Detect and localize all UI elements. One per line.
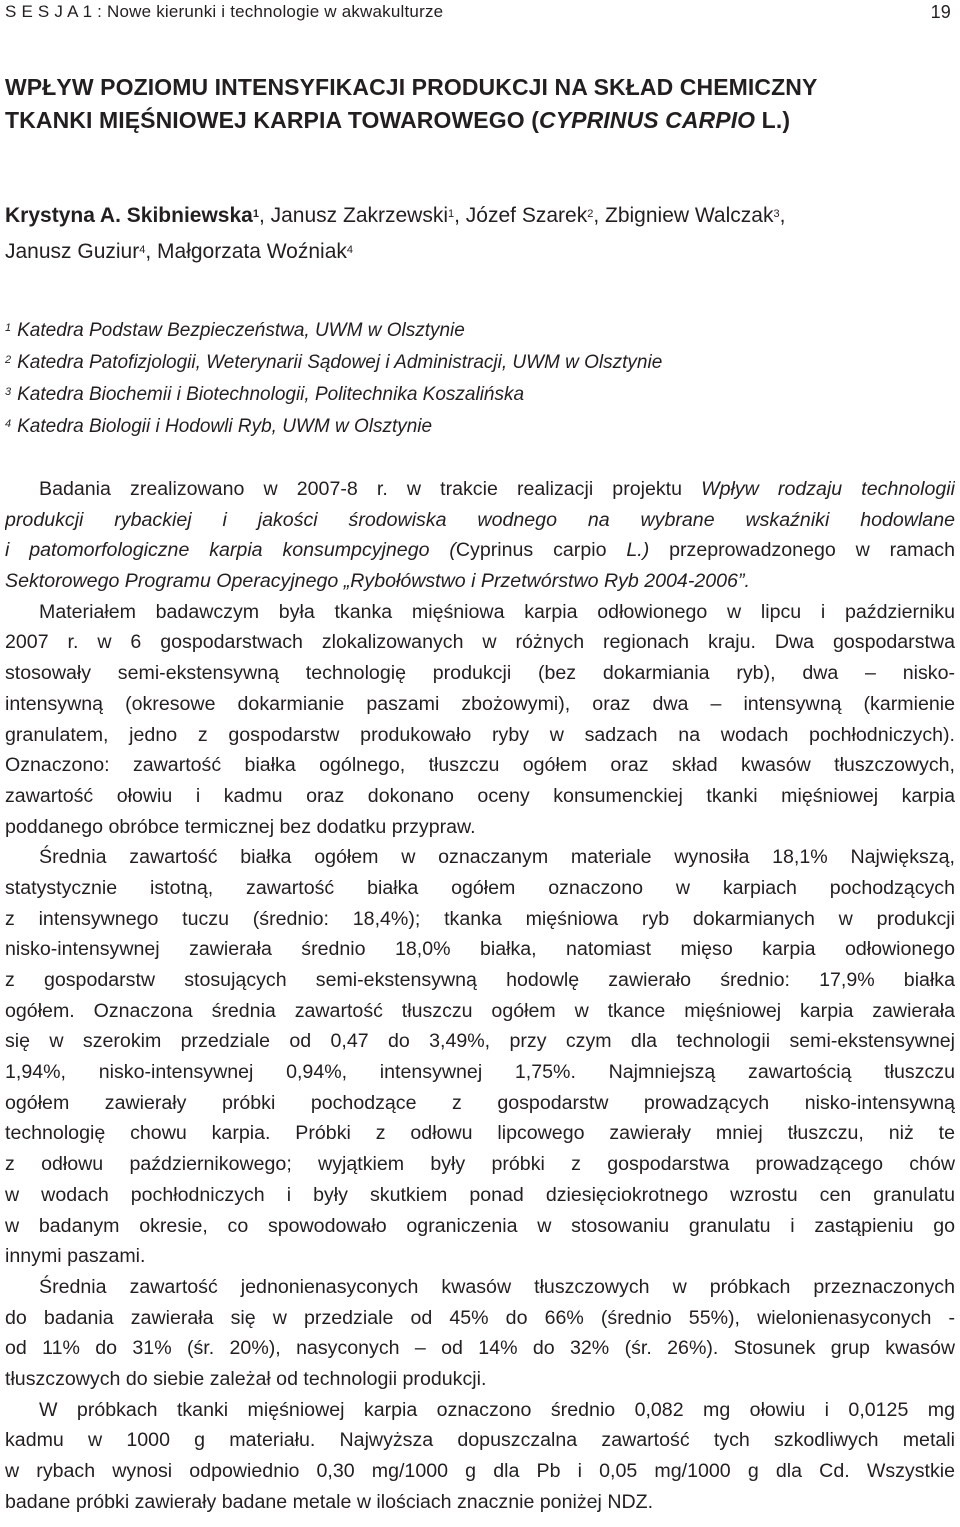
body-line: Średnia zawartość jednonienasyconych kwasów tłuszczowych w próbkach przeznaczonych <box>39 1275 955 1298</box>
body-line: Sektorowego Programu Operacyjnego „Rybołówstwo i Przetwórstwo Ryb 2004-2006”. <box>5 570 750 593</box>
species-name: Cyprinus carpio <box>455 539 607 562</box>
author-2-affil-mark: 1 <box>448 208 455 220</box>
affiliation-list <box>5 315 955 443</box>
body-line: do badania zawierała się w przedziale od 45% do 66% (średnio 55%), wielonienasyconych - <box>5 1306 955 1329</box>
body-line: kadmu w 1000 g materiału. Najwyższa dopuszczalna zawartość tych szkodliwych metali <box>5 1429 955 1452</box>
affiliation-text: Katedra Patofizjologii, Weterynarii Sądowej i Administracji, UWM w Olsztynie <box>17 352 663 373</box>
body-line: z intensywnego tuczu (średnio: 18,4%); tkanka mięśniowa ryb dokarmianych w produkcji <box>5 907 955 930</box>
affiliation-number: 3 <box>5 386 12 398</box>
affiliation-number: 4 <box>5 418 12 430</box>
affiliation-text: Katedra Biologii i Hodowli Ryb, UWM w Olsztynie <box>17 416 433 437</box>
project-title-italic: L. <box>606 539 643 562</box>
session-title: S E S J A 1 : Nowe kierunki i technologie w akwakulturze <box>5 2 444 21</box>
title-line-2-start: TKANKI MIĘŚNIOWEJ KARPIA TOWAROWEGO ( <box>5 107 539 133</box>
body-line: intensywną (okresowe dokarmianie paszami zbożowymi), oraz dwa – intensywną (karmienie <box>5 692 955 715</box>
body-line: badane próbki zawierały badane metale w ilościach znacznie poniżej NDZ. <box>5 1490 654 1513</box>
authors-line-1 <box>5 198 955 234</box>
body-line: w rybach wynosi odpowiednio 0,30 mg/1000 g dla Pb i 0,05 mg/1000 g dla Cd. Wszystkie <box>5 1460 955 1483</box>
body-line: w wodach pochłodniczych i były skutkiem ponad dziesięciokrotnego wzrostu cen granulatu <box>5 1183 955 1206</box>
body-line: z odłowu październikowego; wyjątkiem były próbki z gospodarstwa prowadzącego chów <box>5 1153 955 1176</box>
body-line: Oznaczono: zawartość białka ogólnego, tłuszczu ogółem oraz skład kwasów tłuszczowych, <box>5 754 955 777</box>
affiliation-item <box>5 315 955 347</box>
author-6-affil-mark: 4 <box>346 244 354 256</box>
affiliation-item <box>5 379 955 411</box>
author-4-affil-mark: 3 <box>773 208 780 220</box>
affiliation-item <box>5 347 955 379</box>
body-line: od 11% do 31% (śr. 20%), nasyconych – od 14% do 32% (śr. 26%). Stosunek grup kwasów <box>5 1337 955 1360</box>
author-3: , Józef Szarek <box>454 204 588 227</box>
affiliation-item <box>5 411 955 443</box>
body-line <box>5 535 955 566</box>
author-6: , Małgorzata Woźniak <box>145 240 347 263</box>
page-number: 19 <box>930 2 951 22</box>
title-line-2 <box>5 104 955 137</box>
lead-author-affil-mark: 1 <box>252 208 259 220</box>
body-text: Badania zrealizowano w 2007-8 r. w trakcie realizacji projektu <box>39 478 702 500</box>
species-name: CYPRINUS CARPIO <box>538 107 756 133</box>
body-line: tłuszczowych do siebie zależał od technologii produkcji. <box>5 1367 487 1390</box>
affiliation-number: 1 <box>5 322 12 334</box>
affiliation-number: 2 <box>5 354 12 366</box>
body-line: produkcji rybackiej i jakości środowiska wodnego na wybrane wskaźniki hodowlane <box>5 508 955 531</box>
author-list <box>5 198 955 270</box>
authors-line-2 <box>5 234 955 270</box>
author-5-affil-mark: 4 <box>139 244 146 256</box>
abstract-body <box>5 474 955 1517</box>
body-line: stosowały semi-ekstensywną technologię produkcji (bez dokarmiania ryb), dwa – nisko- <box>5 662 955 685</box>
author-5: Janusz Guziur <box>5 240 140 263</box>
body-line: statystycznie istotną, zawartość białka ogółem oznaczono w karpiach pochodzących <box>5 876 955 899</box>
affiliation-text: Katedra Biochemii i Biotechnologii, Politechnika Koszalińska <box>17 384 525 405</box>
body-line: nisko-intensywnej zawierała średnio 18,0% białka, natomiast mięso karpia odłowionego <box>5 938 955 961</box>
project-title-italic: ) <box>642 539 650 562</box>
body-line: innymi paszami. <box>5 1245 146 1268</box>
body-line: poddanego obróbce termicznej bez dodatku przypraw. <box>5 815 476 838</box>
body-line: się w szerokim przedziale od 0,47 do 3,49%, przy czym dla technologii semi-ekstensywnej <box>5 1030 955 1053</box>
project-title-italic: Wpływ rodzaju technologii <box>701 478 955 500</box>
paper-title <box>5 71 955 137</box>
lead-author: Krystyna A. Skibniewska <box>5 204 253 227</box>
body-line: z gospodarstw stosujących semi-ekstensywną hodowlę zawierało średnio: 17,9% białka <box>5 969 955 992</box>
body-line: Materiałem badawczym była tkanka mięśniowa karpia odłowionego w lipcu i październiku <box>39 600 955 623</box>
body-line: ogółem. Oznaczona średnia zawartość tłuszczu ogółem w tkance mięśniowej karpia zawierała <box>5 999 955 1022</box>
body-line: technologię chowu karpia. Próbki z odłowu lipcowego zawierały mniej tłuszczu, niż te <box>5 1122 955 1145</box>
author-2: , Janusz Zakrzewski <box>258 204 449 227</box>
body-line: ogółem zawierały próbki pochodzące z gospodarstw prowadzących nisko-intensywną <box>5 1091 955 1114</box>
body-line <box>5 474 955 505</box>
body-line: W próbkach tkanki mięśniowej karpia oznaczono średnio 0,082 mg ołowiu i 0,0125 mg <box>39 1398 955 1421</box>
body-line: Średnia zawartość białka ogółem w oznaczanym materiale wynosiła 18,1% Największą, <box>39 846 955 869</box>
body-line: 1,94%, nisko-intensywnej 0,94%, intensywnej 1,75%. Najmniejszą zawartością tłuszczu <box>5 1061 955 1084</box>
affiliation-text: Katedra Podstaw Bezpieczeństwa, UWM w Olsztynie <box>17 320 465 341</box>
title-line-1: WPŁYW POZIOMU INTENSYFIKACJI PRODUKCJI NA SKŁAD CHEMICZNY <box>5 74 818 100</box>
body-line: w badanym okresie, co spowodowało ograniczenia w stosowaniu granulatu i zastąpieniu go <box>5 1214 955 1237</box>
author-3-affil-mark: 2 <box>587 208 594 220</box>
body-line: 2007 r. w 6 gospodarstwach zlokalizowanych w różnych regionach kraju. Dwa gospodarstwa <box>5 631 955 654</box>
author-4-separator: , <box>779 204 786 227</box>
body-line: granulatem, jedno z gospodarstw produkowało ryby w sadzach na wodach pochłodniczych). <box>5 723 955 746</box>
author-4: , Zbigniew Walczak <box>593 204 774 227</box>
title-line-2-end: L.) <box>755 107 791 133</box>
project-title-italic: i patomorfologiczne karpia konsumpcyjnego ( <box>5 539 456 562</box>
body-line: zawartość ołowiu i kadmu oraz dokonano oceny konsumenckiej tkanki mięśniowej karpia <box>5 784 955 807</box>
running-header <box>5 2 955 26</box>
body-text: przeprowadzonego w ramach <box>649 539 955 562</box>
